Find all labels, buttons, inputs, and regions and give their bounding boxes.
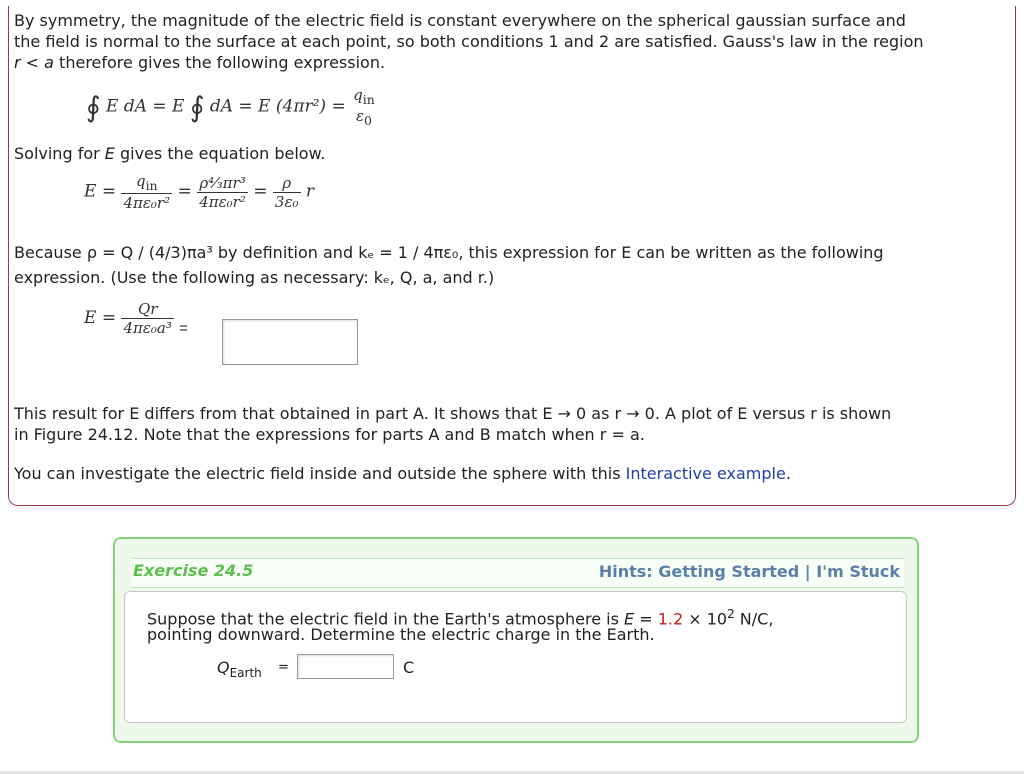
para1-line1: By symmetry, the magnitude of the electric field is constant everywhere on the spherical gaussian surface and <box>14 11 906 30</box>
charge-unit: C <box>403 658 415 677</box>
result-line1: This result for E differs from that obtained in part A. It shows that E → 0 as r → 0. A plot of E versus r is shown <box>14 404 892 423</box>
field-answer-input[interactable] <box>222 319 358 365</box>
getting-started-link[interactable]: Getting Started <box>658 562 800 581</box>
field-kq-equation: E = $\frac{Qr}{\text{4πε₀a³}}$ = <box>84 300 189 337</box>
q-earth-label: $Q_{Earth}$ <box>217 658 262 681</box>
exercise-header <box>131 558 904 588</box>
para1-line2: the field is normal to the surface at each point, so both conditions 1 and 2 are satisfied. Gauss's law in the region <box>14 32 924 51</box>
solving-text: Solving for E gives the equation below. <box>14 144 326 163</box>
field-inside-equation: E = $\frac{q_{in}}{\text{4πε₀r²}}$ = $\frac{\text{ρ⁴⁄₃πr³}}{\text{4πε₀r²}}$ = $\frac{\rho}{\text{3ε₀}}$ r <box>84 172 315 212</box>
exercise-question-line2: pointing downward. Determine the electric charge in the Earth. <box>147 625 655 644</box>
q-earth-equals: = <box>278 660 289 675</box>
para1-line3: r < a therefore gives the following expression. <box>14 53 386 72</box>
exercise-question-line1: Suppose that the electric field in the Earth's atmosphere is $E = 1.2 \times 10^2$ N/C, <box>147 607 774 629</box>
interactive-example-link[interactable]: Interactive example <box>625 464 786 483</box>
because-line1: Because ρ = Q / (4/3)πa³ by definition and kₑ = 1 / 4πε₀, this expression for E can be written as the following <box>14 243 884 262</box>
gauss-law-equation: ∮ E dA = E ∮ dA = E (4πr²) = $q_{in}$ $\varepsilon_0$ <box>86 86 375 128</box>
charge-answer-input[interactable] <box>297 654 394 679</box>
because-line2: expression. (Use the following as necessary: kₑ, Q, a, and r.) <box>14 268 495 287</box>
investigate-text: You can investigate the electric field inside and outside the sphere with this Interactive example. <box>14 464 791 483</box>
hints-bar: Hints: Getting Started | I'm Stuck <box>598 562 900 581</box>
im-stuck-link[interactable]: I'm Stuck <box>816 562 900 581</box>
result-line2: in Figure 24.12. Note that the expressions for parts A and B match when r = a. <box>14 425 645 444</box>
exercise-title: Exercise 24.5 <box>133 561 254 580</box>
field-value: 1.2 <box>657 609 684 629</box>
